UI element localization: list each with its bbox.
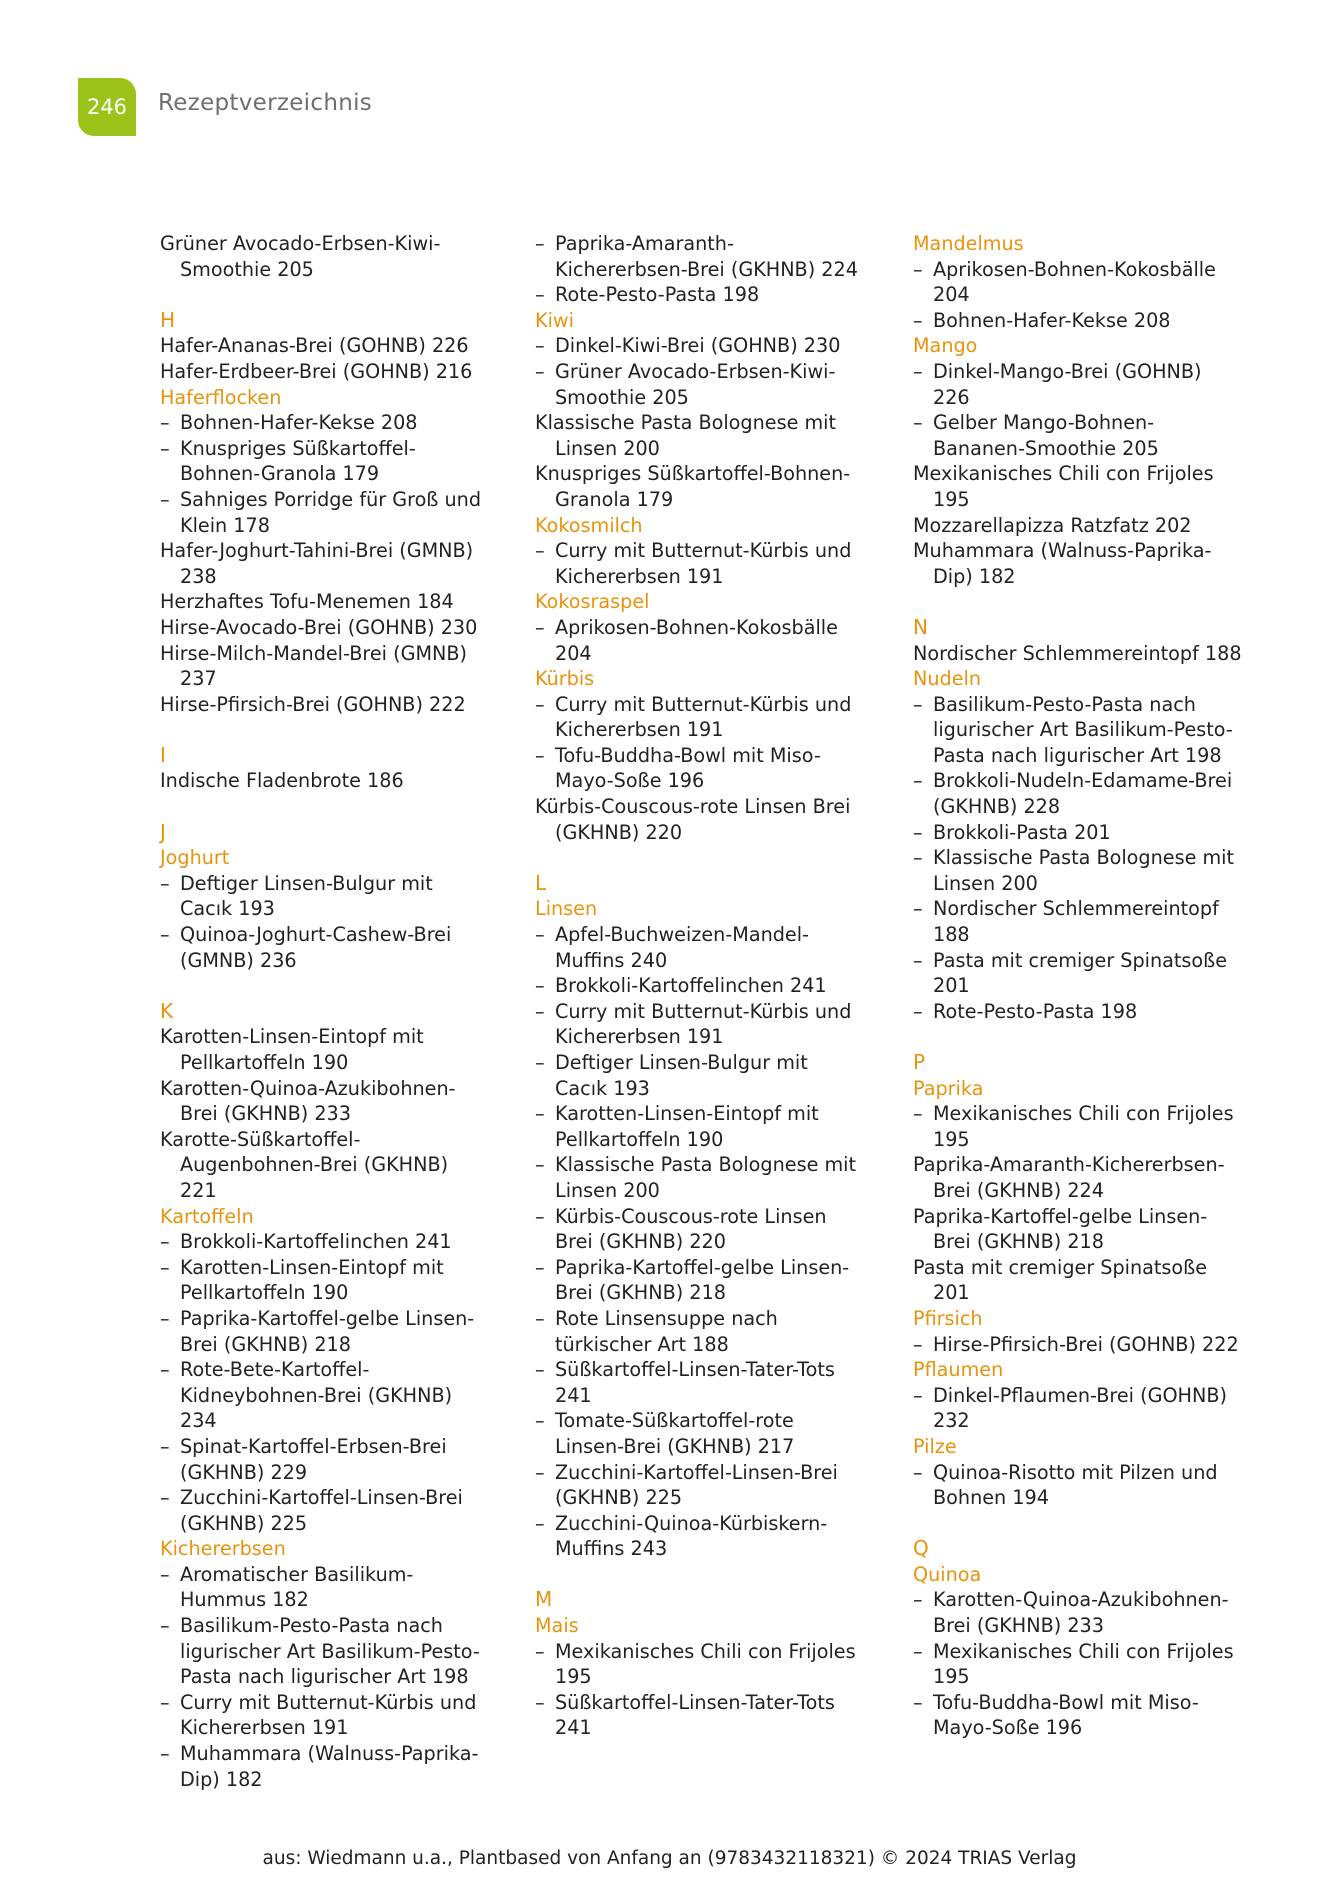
index-keyword: Kürbis bbox=[535, 667, 595, 691]
index-letter-heading: N bbox=[913, 614, 928, 639]
index-subentry: – Dinkel-Pflaumen-Brei (GOHNB) 232 bbox=[913, 1383, 1243, 1434]
index-keyword: Mandelmus bbox=[913, 232, 1024, 255]
index-keyword: Pfirsich bbox=[913, 1306, 983, 1330]
index-subentry: – Mexikanisches Chili con Frijoles 195 bbox=[913, 1639, 1243, 1690]
index-subentry: – Sahniges Porridge für Groß und Klein 178 bbox=[160, 487, 490, 538]
index-keyword: Pflaumen bbox=[913, 1358, 1004, 1382]
index-subentry: – Kürbis-Couscous-rote Linsen Brei (GKHNB) 220 bbox=[535, 1204, 865, 1255]
index-letter-heading: K bbox=[160, 998, 174, 1023]
index-keyword: Paprika bbox=[913, 1076, 984, 1100]
index-entry: Herzhaftes Tofu-Menemen 184 bbox=[160, 590, 454, 614]
index-entry: Hirse-Pfirsich-Brei (GOHNB) 222 bbox=[160, 692, 466, 716]
index-subentry: – Zucchini-Kartoffel-Linsen-Brei (GKHNB) 225 bbox=[160, 1485, 490, 1536]
index-subentry: – Aprikosen-Bohnen-Kokosbälle 204 bbox=[535, 615, 865, 666]
index-entry: Hafer-Ananas-Brei (GOHNB) 226 bbox=[160, 334, 469, 358]
index-subentry: – Basilikum-Pesto-Pasta nach ligurischer Art Basilikum-Pesto-Pasta nach ligurischer Art 198 bbox=[160, 1613, 490, 1690]
index-subentry: – Mexikanisches Chili con Frijoles 195 bbox=[913, 1101, 1243, 1152]
index-letter-heading: J bbox=[160, 819, 166, 844]
index-subentry: – Brokkoli-Nudeln-Edamame-Brei (GKHNB) 228 bbox=[913, 768, 1243, 819]
index-subentry: – Bohnen-Hafer-Kekse 208 bbox=[160, 410, 490, 436]
index-subentry: – Spinat-Kartoffel-Erbsen-Brei (GKHNB) 229 bbox=[160, 1434, 490, 1485]
index-letter-heading: M bbox=[535, 1587, 553, 1612]
index-entry: Knuspriges Süßkartoffel-Bohnen-Granola 179 bbox=[535, 462, 851, 511]
index-entry: Hafer-Erdbeer-Brei (GOHNB) 216 bbox=[160, 359, 473, 383]
index-subentry: – Paprika-Kartoffel-gelbe Linsen-Brei (GKHNB) 218 bbox=[160, 1306, 490, 1357]
index-column-1 bbox=[160, 231, 490, 1792]
index-entry: Indische Fladenbrote 186 bbox=[160, 769, 404, 793]
index-keyword: Nudeln bbox=[913, 667, 981, 691]
index-subentry: – Curry mit Butternut-Kürbis und Kichererbsen 191 bbox=[535, 999, 865, 1050]
index-subentry: – Curry mit Butternut-Kürbis und Kichererbsen 191 bbox=[535, 538, 865, 589]
running-head-title: Rezeptverzeichnis bbox=[158, 90, 373, 116]
page-number-badge bbox=[78, 78, 136, 136]
index-column-2 bbox=[535, 231, 865, 1741]
index-column-3 bbox=[913, 231, 1243, 1741]
index-keyword: Kichererbsen bbox=[160, 1537, 286, 1561]
index-keyword: Kartoffeln bbox=[160, 1204, 254, 1228]
index-entry: Mozzarellapizza Ratzfatz 202 bbox=[913, 513, 1192, 537]
index-subentry: – Brokkoli-Pasta 201 bbox=[913, 820, 1243, 846]
index-subentry: – Pasta mit cremiger Spinatsoße 201 bbox=[913, 948, 1243, 999]
index-letter-heading: P bbox=[913, 1050, 926, 1074]
index-keyword: Kiwi bbox=[535, 308, 574, 332]
index-subentry: – Tomate-Süßkartoffel-rote Linsen-Brei (GKHNB) 217 bbox=[535, 1408, 865, 1459]
index-entry: Nordischer Schlemmereintopf 188 bbox=[913, 641, 1242, 665]
index-subentry: – Brokkoli-Kartoffelinchen 241 bbox=[535, 973, 865, 999]
index-entry: Paprika-Kartoffel-gelbe Linsen-Brei (GKHNB) 218 bbox=[913, 1204, 1208, 1254]
index-letter-heading: Q bbox=[913, 1536, 929, 1561]
index-entry: Grüner Avocado-Erbsen-Kiwi-Smoothie 205 bbox=[160, 232, 441, 281]
index-subentry: – Nordischer Schlemmereintopf 188 bbox=[913, 896, 1243, 947]
index-subentry: – Tofu-Buddha-Bowl mit Miso-Mayo-Soße 196 bbox=[535, 743, 865, 794]
index-keyword: Mango bbox=[913, 334, 978, 358]
index-subentry: – Quinoa-Risotto mit Pilzen und Bohnen 194 bbox=[913, 1460, 1243, 1511]
index-subentry: – Klassische Pasta Bolognese mit Linsen 200 bbox=[913, 845, 1243, 896]
index-entry: Klassische Pasta Bolognese mit Linsen 200 bbox=[535, 411, 837, 460]
index-entry: Mexikanisches Chili con Frijoles 195 bbox=[913, 462, 1214, 511]
index-keyword: Kokosraspel bbox=[535, 590, 650, 614]
index-subentry: – Paprika-Amaranth-Kichererbsen-Brei (GKHNB) 224 bbox=[535, 231, 865, 282]
index-subentry: – Gelber Mango-Bohnen-Bananen-Smoothie 205 bbox=[913, 410, 1243, 461]
index-subentry: – Süßkartoffel-Linsen-Tater-Tots 241 bbox=[535, 1690, 865, 1741]
index-subentry: – Hirse-Pfirsich-Brei (GOHNB) 222 bbox=[913, 1332, 1243, 1358]
index-subentry: – Deftiger Linsen-Bulgur mit Cacık 193 bbox=[535, 1050, 865, 1101]
index-entry: Hafer-Joghurt-Tahini-Brei (GMNB) 238 bbox=[160, 539, 474, 588]
index-keyword: Kokosmilch bbox=[535, 513, 643, 537]
index-subentry: – Quinoa-Joghurt-Cashew-Brei (GMNB) 236 bbox=[160, 922, 490, 973]
index-entry: Paprika-Amaranth-Kichererbsen-Brei (GKHNB) 224 bbox=[913, 1153, 1225, 1202]
index-keyword: Haferflocken bbox=[160, 385, 282, 409]
index-keyword: Mais bbox=[535, 1614, 579, 1638]
index-subentry: – Rote-Bete-Kartoffel-Kidneybohnen-Brei (GKHNB) 234 bbox=[160, 1357, 490, 1434]
index-entry: Muhammara (Walnuss-Paprika-Dip) 182 bbox=[913, 539, 1212, 588]
index-subentry: – Rote-Pesto-Pasta 198 bbox=[535, 282, 865, 308]
index-subentry: – Curry mit Butternut-Kürbis und Kichererbsen 191 bbox=[160, 1690, 490, 1741]
index-subentry: – Grüner Avocado-Erbsen-Kiwi-Smoothie 205 bbox=[535, 359, 865, 410]
index-keyword: Joghurt bbox=[160, 846, 230, 870]
index-keyword: Linsen bbox=[535, 897, 598, 921]
index-subentry: – Apfel-Buchweizen-Mandel-Muffins 240 bbox=[535, 922, 865, 973]
index-subentry: – Zucchini-Kartoffel-Linsen-Brei (GKHNB) 225 bbox=[535, 1460, 865, 1511]
index-subentry: – Mexikanisches Chili con Frijoles 195 bbox=[535, 1639, 865, 1690]
index-subentry: – Karotten-Quinoa-Azukibohnen-Brei (GKHNB) 233 bbox=[913, 1587, 1243, 1638]
index-subentry: – Deftiger Linsen-Bulgur mit Cacık 193 bbox=[160, 871, 490, 922]
index-subentry: – Bohnen-Hafer-Kekse 208 bbox=[913, 308, 1243, 334]
index-subentry: – Dinkel-Mango-Brei (GOHNB) 226 bbox=[913, 359, 1243, 410]
source-footer: aus: Wiedmann u.a., Plantbased von Anfang an (9783432118321) © 2024 TRIAS Verlag bbox=[262, 1848, 1077, 1869]
page-number: 246 bbox=[86, 95, 128, 119]
index-subentry: – Basilikum-Pesto-Pasta nach ligurischer Art Basilikum-Pesto-Pasta nach ligurischer Art 198 bbox=[913, 692, 1243, 769]
index-subentry: – Brokkoli-Kartoffelinchen 241 bbox=[160, 1229, 490, 1255]
index-entry: Pasta mit cremiger Spinatsoße 201 bbox=[913, 1255, 1208, 1305]
index-subentry: – Rote-Pesto-Pasta 198 bbox=[913, 999, 1243, 1025]
index-entry: Karotte-Süßkartoffel-Augenbohnen-Brei (GKHNB) 221 bbox=[160, 1127, 449, 1202]
index-subentry: – Curry mit Butternut-Kürbis und Kichererbsen 191 bbox=[535, 692, 865, 743]
index-entry: Karotten-Linsen-Eintopf mit Pellkartoffeln 190 bbox=[160, 1025, 424, 1074]
index-subentry: – Zucchini-Quinoa-Kürbiskern-Muffins 243 bbox=[535, 1511, 865, 1562]
index-entry: Kürbis-Couscous-rote Linsen Brei (GKHNB) 220 bbox=[535, 795, 851, 844]
index-keyword: Pilze bbox=[913, 1434, 957, 1458]
index-subentry: – Dinkel-Kiwi-Brei (GOHNB) 230 bbox=[535, 333, 865, 359]
index-subentry: – Karotten-Linsen-Eintopf mit Pellkartoffeln 190 bbox=[160, 1255, 490, 1306]
index-entry: Hirse-Avocado-Brei (GOHNB) 230 bbox=[160, 615, 478, 639]
index-subentry: – Rote Linsensuppe nach türkischer Art 188 bbox=[535, 1306, 865, 1357]
index-letter-heading: H bbox=[160, 307, 176, 332]
index-subentry: – Tofu-Buddha-Bowl mit Miso-Mayo-Soße 196 bbox=[913, 1690, 1243, 1741]
index-entry: Karotten-Quinoa-Azukibohnen-Brei (GKHNB) 233 bbox=[160, 1076, 456, 1126]
index-subentry: – Süßkartoffel-Linsen-Tater-Tots 241 bbox=[535, 1357, 865, 1408]
index-keyword: Quinoa bbox=[913, 1562, 982, 1586]
index-subentry: – Knuspriges Süßkartoffel-Bohnen-Granola 179 bbox=[160, 436, 490, 487]
index-letter-heading: I bbox=[160, 742, 166, 767]
index-subentry: – Paprika-Kartoffel-gelbe Linsen-Brei (GKHNB) 218 bbox=[535, 1255, 865, 1306]
index-subentry: – Aromatischer Basilikum-Hummus 182 bbox=[160, 1562, 490, 1613]
index-letter-heading: L bbox=[535, 870, 547, 895]
index-subentry: – Aprikosen-Bohnen-Kokosbälle 204 bbox=[913, 257, 1243, 308]
index-entry: Hirse-Milch-Mandel-Brei (GMNB) 237 bbox=[160, 641, 468, 691]
index-subentry: – Muhammara (Walnuss-Paprika-Dip) 182 bbox=[160, 1741, 490, 1792]
index-subentry: – Karotten-Linsen-Eintopf mit Pellkartoffeln 190 bbox=[535, 1101, 865, 1152]
index-subentry: – Klassische Pasta Bolognese mit Linsen 200 bbox=[535, 1152, 865, 1203]
